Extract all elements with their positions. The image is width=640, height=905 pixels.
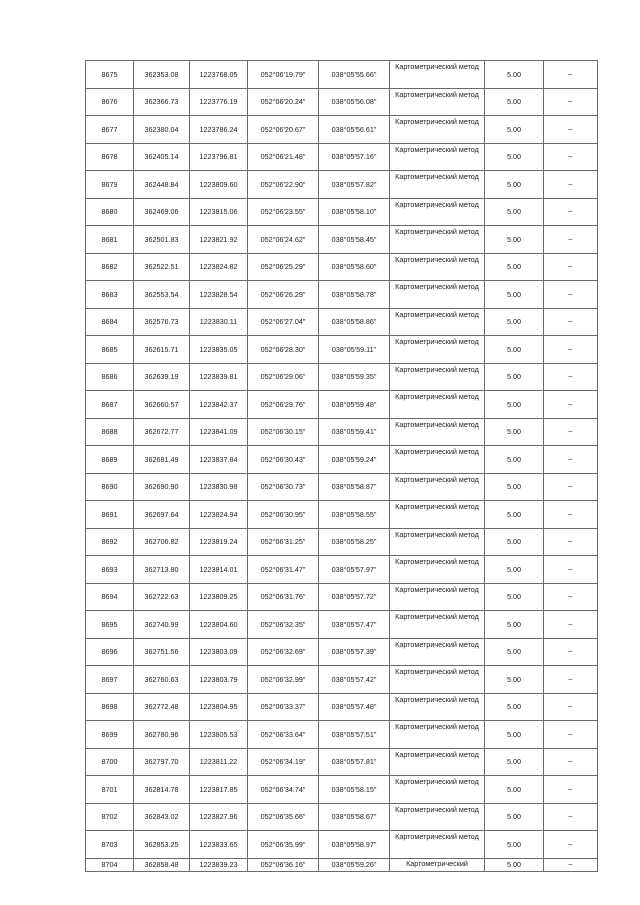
note-cell: – [544,556,598,584]
table-row [86,473,598,501]
method-cell: Картометрический метод [390,556,485,584]
point-number-cell: 8691 [86,501,134,529]
longitude-cell: 038°05'59.24" [319,446,390,474]
longitude-cell: 038°05'57.39" [319,638,390,666]
y-coordinate-cell: 1223830.98 [190,473,248,501]
accuracy-cell: 5.00 [485,556,544,584]
y-coordinate-cell: 1223804.60 [190,611,248,639]
latitude-cell: 052°06'20.24" [248,88,319,116]
method-cell: Картометрический [390,858,485,871]
latitude-cell: 052°06'31.25" [248,528,319,556]
y-coordinate-cell: 1223828.54 [190,281,248,309]
y-coordinate-cell: 1223804.95 [190,693,248,721]
table-row [86,858,598,871]
point-number-cell: 8704 [86,858,134,871]
note-cell: – [544,391,598,419]
point-number-cell: 8700 [86,748,134,776]
y-coordinate-cell: 1223814.01 [190,556,248,584]
accuracy-cell: 5.00 [485,831,544,859]
table-row [86,611,598,639]
table-row [86,116,598,144]
latitude-cell: 052°06'35.66" [248,803,319,831]
longitude-cell: 038°05'58.10" [319,198,390,226]
point-number-cell: 8699 [86,721,134,749]
note-cell: – [544,693,598,721]
x-coordinate-cell: 362366.73 [134,88,190,116]
x-coordinate-cell: 362672.77 [134,418,190,446]
note-cell: – [544,721,598,749]
accuracy-cell: 5.00 [485,858,544,871]
note-cell: – [544,748,598,776]
latitude-cell: 052°06'30.95" [248,501,319,529]
accuracy-cell: 5.00 [485,776,544,804]
note-cell: – [544,281,598,309]
method-cell: Картометрический метод [390,363,485,391]
method-cell: Картометрический метод [390,446,485,474]
longitude-cell: 038°05'57.47" [319,611,390,639]
point-number-cell: 8681 [86,226,134,254]
note-cell: – [544,501,598,529]
latitude-cell: 052°06'31.47" [248,556,319,584]
y-coordinate-cell: 1223824.94 [190,501,248,529]
method-cell: Картометрический метод [390,666,485,694]
note-cell: – [544,583,598,611]
x-coordinate-cell: 362553.54 [134,281,190,309]
note-cell: – [544,858,598,871]
latitude-cell: 052°06'33.37" [248,693,319,721]
table-row [86,171,598,199]
accuracy-cell: 5.00 [485,611,544,639]
longitude-cell: 038°05'57.48" [319,693,390,721]
y-coordinate-cell: 1223803.79 [190,666,248,694]
accuracy-cell: 5.00 [485,638,544,666]
table-row [86,336,598,364]
method-cell: Картометрический метод [390,473,485,501]
y-coordinate-cell: 1223776.19 [190,88,248,116]
y-coordinate-cell: 1223827.96 [190,803,248,831]
accuracy-cell: 5.00 [485,391,544,419]
note-cell: – [544,143,598,171]
latitude-cell: 052°06'32.69" [248,638,319,666]
point-number-cell: 8703 [86,831,134,859]
accuracy-cell: 5.00 [485,336,544,364]
y-coordinate-cell: 1223786.24 [190,116,248,144]
latitude-cell: 052°06'31.76" [248,583,319,611]
accuracy-cell: 5.00 [485,721,544,749]
point-number-cell: 8692 [86,528,134,556]
accuracy-cell: 5.00 [485,61,544,89]
x-coordinate-cell: 362353.08 [134,61,190,89]
point-number-cell: 8688 [86,418,134,446]
latitude-cell: 052°06'26.29" [248,281,319,309]
longitude-cell: 038°05'57.81" [319,748,390,776]
method-cell: Картометрический метод [390,198,485,226]
accuracy-cell: 5.00 [485,418,544,446]
point-number-cell: 8683 [86,281,134,309]
method-cell: Картометрический метод [390,638,485,666]
latitude-cell: 052°06'29.06" [248,363,319,391]
note-cell: – [544,638,598,666]
point-number-cell: 8678 [86,143,134,171]
point-number-cell: 8701 [86,776,134,804]
y-coordinate-cell: 1223796.81 [190,143,248,171]
x-coordinate-cell: 362722.63 [134,583,190,611]
longitude-cell: 038°05'58.15" [319,776,390,804]
table-row [86,776,598,804]
accuracy-cell: 5.00 [485,281,544,309]
accuracy-cell: 5.00 [485,88,544,116]
y-coordinate-cell: 1223805.53 [190,721,248,749]
method-cell: Картометрический метод [390,253,485,281]
latitude-cell: 052°06'30.73" [248,473,319,501]
point-number-cell: 8676 [86,88,134,116]
table-row [86,831,598,859]
x-coordinate-cell: 362576.73 [134,308,190,336]
note-cell: – [544,528,598,556]
method-cell: Картометрический метод [390,583,485,611]
accuracy-cell: 5.00 [485,473,544,501]
x-coordinate-cell: 362797.70 [134,748,190,776]
accuracy-cell: 5.00 [485,748,544,776]
point-number-cell: 8690 [86,473,134,501]
y-coordinate-cell: 1223819.24 [190,528,248,556]
table-row [86,721,598,749]
accuracy-cell: 5.00 [485,528,544,556]
method-cell: Картометрический метод [390,281,485,309]
note-cell: – [544,803,598,831]
point-number-cell: 8697 [86,666,134,694]
latitude-cell: 052°06'21.48" [248,143,319,171]
x-coordinate-cell: 362713.80 [134,556,190,584]
note-cell: – [544,61,598,89]
latitude-cell: 052°06'28.30" [248,336,319,364]
table-row [86,198,598,226]
method-cell: Картометрический метод [390,501,485,529]
longitude-cell: 038°05'55.66" [319,61,390,89]
x-coordinate-cell: 362681.49 [134,446,190,474]
table-row [86,666,598,694]
y-coordinate-cell: 1223815.06 [190,198,248,226]
x-coordinate-cell: 362760.63 [134,666,190,694]
method-cell: Картометрический метод [390,143,485,171]
table-row [86,803,598,831]
point-number-cell: 8689 [86,446,134,474]
y-coordinate-cell: 1223803.09 [190,638,248,666]
method-cell: Картометрический метод [390,748,485,776]
table-row [86,693,598,721]
accuracy-cell: 5.00 [485,171,544,199]
point-number-cell: 8687 [86,391,134,419]
x-coordinate-cell: 362405.14 [134,143,190,171]
note-cell: – [544,336,598,364]
x-coordinate-cell: 362858.48 [134,858,190,871]
latitude-cell: 052°06'22.90" [248,171,319,199]
latitude-cell: 052°06'25.29" [248,253,319,281]
latitude-cell: 052°06'24.62" [248,226,319,254]
y-coordinate-cell: 1223821.92 [190,226,248,254]
longitude-cell: 038°05'58.60" [319,253,390,281]
table-row [86,446,598,474]
accuracy-cell: 5.00 [485,226,544,254]
latitude-cell: 052°06'19.79" [248,61,319,89]
point-number-cell: 8694 [86,583,134,611]
longitude-cell: 038°05'57.82" [319,171,390,199]
table-row [86,391,598,419]
point-number-cell: 8684 [86,308,134,336]
longitude-cell: 038°05'58.87" [319,473,390,501]
latitude-cell: 052°06'27.04" [248,308,319,336]
note-cell: – [544,418,598,446]
latitude-cell: 052°06'34.74" [248,776,319,804]
latitude-cell: 052°06'23.55" [248,198,319,226]
latitude-cell: 052°06'32.99" [248,666,319,694]
point-number-cell: 8698 [86,693,134,721]
x-coordinate-cell: 362522.51 [134,253,190,281]
point-number-cell: 8677 [86,116,134,144]
longitude-cell: 038°05'57.97" [319,556,390,584]
longitude-cell: 038°05'59.26" [319,858,390,871]
method-cell: Картометрический метод [390,721,485,749]
note-cell: – [544,198,598,226]
table-row [86,281,598,309]
table-row [86,501,598,529]
note-cell: – [544,363,598,391]
y-coordinate-cell: 1223842.37 [190,391,248,419]
x-coordinate-cell: 362751.56 [134,638,190,666]
accuracy-cell: 5.00 [485,666,544,694]
accuracy-cell: 5.00 [485,308,544,336]
y-coordinate-cell: 1223835.05 [190,336,248,364]
x-coordinate-cell: 362780.96 [134,721,190,749]
longitude-cell: 038°05'57.16" [319,143,390,171]
longitude-cell: 038°05'58.67" [319,803,390,831]
longitude-cell: 038°05'57.42" [319,666,390,694]
x-coordinate-cell: 362380.04 [134,116,190,144]
method-cell: Картометрический метод [390,116,485,144]
latitude-cell: 052°06'35.99" [248,831,319,859]
table-row [86,226,598,254]
y-coordinate-cell: 1223839.23 [190,858,248,871]
latitude-cell: 052°06'36.16" [248,858,319,871]
method-cell: Картометрический метод [390,803,485,831]
x-coordinate-cell: 362615.71 [134,336,190,364]
method-cell: Картометрический метод [390,391,485,419]
note-cell: – [544,308,598,336]
method-cell: Картометрический метод [390,831,485,859]
note-cell: – [544,611,598,639]
point-number-cell: 8685 [86,336,134,364]
y-coordinate-cell: 1223824.82 [190,253,248,281]
point-number-cell: 8693 [86,556,134,584]
x-coordinate-cell: 362660.57 [134,391,190,419]
method-cell: Картометрический метод [390,226,485,254]
point-number-cell: 8686 [86,363,134,391]
longitude-cell: 038°05'59.41" [319,418,390,446]
table-row [86,528,598,556]
longitude-cell: 038°05'58.97" [319,831,390,859]
y-coordinate-cell: 1223830.11 [190,308,248,336]
latitude-cell: 052°06'30.43" [248,446,319,474]
longitude-cell: 038°05'58.45" [319,226,390,254]
note-cell: – [544,473,598,501]
point-number-cell: 8696 [86,638,134,666]
latitude-cell: 052°06'20.67" [248,116,319,144]
point-number-cell: 8679 [86,171,134,199]
table-row [86,363,598,391]
longitude-cell: 038°05'56.61" [319,116,390,144]
y-coordinate-cell: 1223809.25 [190,583,248,611]
latitude-cell: 052°06'33.64" [248,721,319,749]
point-number-cell: 8675 [86,61,134,89]
table-row [86,583,598,611]
x-coordinate-cell: 362843.02 [134,803,190,831]
method-cell: Картометрический метод [390,693,485,721]
x-coordinate-cell: 362740.99 [134,611,190,639]
accuracy-cell: 5.00 [485,446,544,474]
method-cell: Картометрический метод [390,171,485,199]
y-coordinate-cell: 1223837.84 [190,446,248,474]
y-coordinate-cell: 1223841.09 [190,418,248,446]
y-coordinate-cell: 1223839.81 [190,363,248,391]
point-number-cell: 8702 [86,803,134,831]
latitude-cell: 052°06'30.15" [248,418,319,446]
accuracy-cell: 5.00 [485,143,544,171]
x-coordinate-cell: 362639.19 [134,363,190,391]
note-cell: – [544,253,598,281]
note-cell: – [544,666,598,694]
x-coordinate-cell: 362448.84 [134,171,190,199]
method-cell: Картометрический метод [390,61,485,89]
x-coordinate-cell: 362469.06 [134,198,190,226]
x-coordinate-cell: 362501.83 [134,226,190,254]
table-body [86,61,598,872]
table-row [86,61,598,89]
y-coordinate-cell: 1223817.85 [190,776,248,804]
y-coordinate-cell: 1223768.05 [190,61,248,89]
point-number-cell: 8695 [86,611,134,639]
latitude-cell: 052°06'32.35" [248,611,319,639]
method-cell: Картометрический метод [390,308,485,336]
table-row [86,308,598,336]
accuracy-cell: 5.00 [485,583,544,611]
accuracy-cell: 5.00 [485,501,544,529]
method-cell: Картометрический метод [390,611,485,639]
coordinates-table-wrapper [85,60,597,869]
table-row [86,418,598,446]
longitude-cell: 038°05'59.48" [319,391,390,419]
method-cell: Картометрический метод [390,528,485,556]
longitude-cell: 038°05'56.08" [319,88,390,116]
point-number-cell: 8682 [86,253,134,281]
longitude-cell: 038°05'58.86" [319,308,390,336]
x-coordinate-cell: 362690.90 [134,473,190,501]
accuracy-cell: 5.00 [485,803,544,831]
longitude-cell: 038°05'57.51" [319,721,390,749]
note-cell: – [544,831,598,859]
table-row [86,88,598,116]
note-cell: – [544,171,598,199]
note-cell: – [544,116,598,144]
longitude-cell: 038°05'58.55" [319,501,390,529]
table-row [86,556,598,584]
method-cell: Картометрический метод [390,88,485,116]
table-row [86,143,598,171]
longitude-cell: 038°05'58.25" [319,528,390,556]
method-cell: Картометрический метод [390,418,485,446]
table-row [86,253,598,281]
x-coordinate-cell: 362706.82 [134,528,190,556]
longitude-cell: 038°05'59.11" [319,336,390,364]
table-row [86,638,598,666]
latitude-cell: 052°06'34.19" [248,748,319,776]
x-coordinate-cell: 362814.78 [134,776,190,804]
note-cell: – [544,446,598,474]
longitude-cell: 038°05'59.35" [319,363,390,391]
longitude-cell: 038°05'58.78" [319,281,390,309]
longitude-cell: 038°05'57.72" [319,583,390,611]
method-cell: Картометрический метод [390,776,485,804]
x-coordinate-cell: 362772.48 [134,693,190,721]
accuracy-cell: 5.00 [485,363,544,391]
note-cell: – [544,226,598,254]
accuracy-cell: 5.00 [485,253,544,281]
accuracy-cell: 5.00 [485,693,544,721]
note-cell: – [544,88,598,116]
point-number-cell: 8680 [86,198,134,226]
note-cell: – [544,776,598,804]
y-coordinate-cell: 1223811.22 [190,748,248,776]
accuracy-cell: 5.00 [485,116,544,144]
x-coordinate-cell: 362697.64 [134,501,190,529]
method-cell: Картометрический метод [390,336,485,364]
coordinates-table [85,60,598,872]
table-row [86,748,598,776]
x-coordinate-cell: 362853.25 [134,831,190,859]
accuracy-cell: 5.00 [485,198,544,226]
y-coordinate-cell: 1223833.65 [190,831,248,859]
y-coordinate-cell: 1223809.60 [190,171,248,199]
latitude-cell: 052°06'29.76" [248,391,319,419]
